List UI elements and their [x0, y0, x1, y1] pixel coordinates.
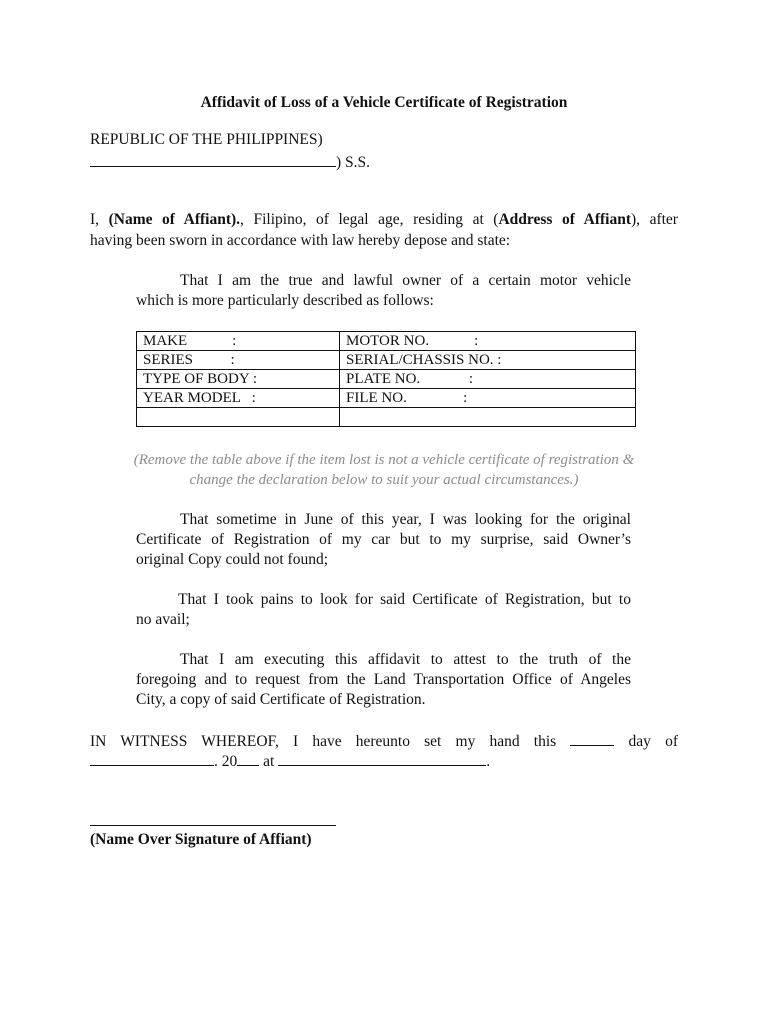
- search-line-1: That sometime in June of this year, I was looking for the original: [180, 511, 631, 528]
- affiant-address-placeholder: Address of Affiant: [498, 211, 631, 228]
- table-cell: YEAR MODEL :: [137, 389, 340, 408]
- venue-blank: [90, 152, 336, 167]
- table-cell: PLATE NO. :: [340, 370, 636, 389]
- table-cell: SERIES :: [137, 351, 340, 370]
- witness-line-1: IN WITNESS WHEREOF, I have hereunto set my hand this day of: [90, 733, 679, 750]
- table-row: [137, 370, 636, 389]
- month-blank: [90, 751, 214, 766]
- day-blank: [570, 731, 614, 746]
- table-row: [137, 332, 636, 351]
- vehicle-description-table: [136, 331, 636, 427]
- intro-line-2: having been sworn in accordance with law hereby depose and state:: [90, 232, 511, 249]
- intro-line-1: I, (Name of Affiant)., Filipino, of legal age, residing at (Address of Affiant), after: [90, 211, 678, 228]
- table-cell: [340, 408, 636, 427]
- table-row: [137, 351, 636, 370]
- table-cell: FILE NO. :: [340, 389, 636, 408]
- execute-line-2: foregoing and to request from the Land Transportation Office of Angeles: [136, 671, 631, 688]
- venue-ss-line: [90, 152, 370, 172]
- signature-label: (Name Over Signature of Affiant): [90, 831, 312, 848]
- place-blank: [278, 751, 486, 766]
- signature-line: [90, 825, 336, 826]
- instruction-note: (Remove the table above if the item lost is not a vehicle certificate of registration & change the declaration below to suit your actual circumstances.): [133, 452, 635, 488]
- table-row: [137, 408, 636, 427]
- venue-ss: ) S.S.: [336, 154, 371, 171]
- search-line-2: Certificate of Registration of my car but to my surprise, said Owner’s: [136, 531, 631, 548]
- pains-line-1: That I took pains to look for said Certificate of Registration, but to: [178, 591, 631, 608]
- pains-line-2: no avail;: [136, 611, 190, 628]
- venue-republic: REPUBLIC OF THE PHILIPPINES): [90, 131, 323, 148]
- year-blank: [237, 751, 259, 766]
- table-cell: [137, 408, 340, 427]
- affiant-name-placeholder: (Name of Affiant).: [108, 211, 241, 228]
- search-line-3: original Copy could not found;: [136, 551, 329, 568]
- table-row: [137, 389, 636, 408]
- document-title: Affidavit of Loss of a Vehicle Certificate of Registration: [200, 94, 568, 111]
- execute-line-1: That I am executing this affidavit to attest to the truth of the: [180, 651, 631, 668]
- table-cell: MOTOR NO. :: [340, 332, 636, 351]
- owner-line-2: which is more particularly described as follows:: [136, 292, 434, 309]
- witness-line-2: . 20 at .: [90, 751, 678, 771]
- table-cell: SERIAL/CHASSIS NO. :: [340, 351, 636, 370]
- table-cell: MAKE :: [137, 332, 340, 351]
- owner-line-1: That I am the true and lawful owner of a certain motor vehicle: [180, 272, 631, 289]
- execute-line-3: City, a copy of said Certificate of Registration.: [136, 691, 426, 708]
- table-cell: TYPE OF BODY :: [137, 370, 340, 389]
